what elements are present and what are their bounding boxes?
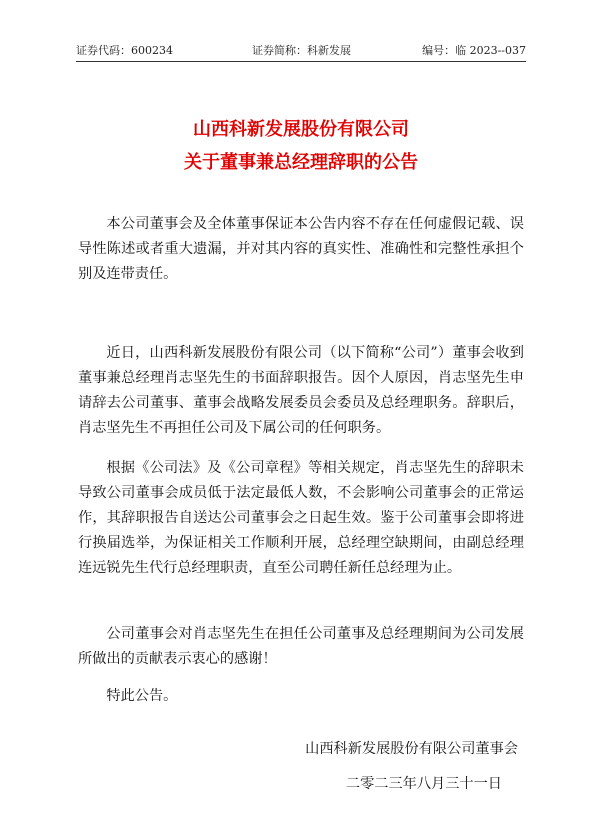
signature-date: 二零二三年八月三十一日 xyxy=(345,776,502,792)
page-header xyxy=(76,42,526,60)
company-title: 山西科新发展股份有限公司 xyxy=(193,119,409,140)
header-divider xyxy=(76,61,526,62)
disclaimer-paragraph: 本公司董事会及全体董事保证本公告内容不存在任何虚假记载、误导性陈述或者重大遗漏，并对其内容的真实性、准确性和完整性承担个别及连带责任。 xyxy=(78,216,524,282)
stock-short-name: 证券简称：科新发展 xyxy=(252,44,351,57)
resignation-paragraph: 近日，山西科新发展股份有限公司（以下简称“公司”）董事会收到董事兼总经理肖志坚先生的书面辞职报告。因个人原因，肖志坚先生申请辞去公司董事、董事会战略发展委员会委员及总经理职务。辞职后，肖志坚先生不再担任公司及下属公司的任何职务。 xyxy=(78,345,524,436)
stock-code: 证券代码：600234 xyxy=(76,44,173,57)
thanks-paragraph: 公司董事会对肖志坚先生在担任公司董事及总经理期间为公司发展所做出的贡献表示衷心的感谢！ xyxy=(78,626,524,667)
announcement-title: 关于董事兼总经理辞职的公告 xyxy=(184,152,418,173)
document-number: 编号：临 2023--037 xyxy=(422,44,526,57)
signature-board: 山西科新发展股份有限公司董事会 xyxy=(305,741,518,757)
legal-basis-paragraph: 根据《公司法》及《公司章程》等相关规定，肖志坚先生的辞职未导致公司董事会成员低于法定最低人数，不会影响公司董事会的正常运作，其辞职报告自送达公司董事会之日起生效。鉴于公司董事会即将进行换届选举，为保证相关工作顺利开展，总经理空缺期间，由副总经理连远锐先生代行总经理职责，直至公司聘任新任总经理为止。 xyxy=(78,460,524,576)
closing-paragraph: 特此公告。 xyxy=(106,688,178,704)
